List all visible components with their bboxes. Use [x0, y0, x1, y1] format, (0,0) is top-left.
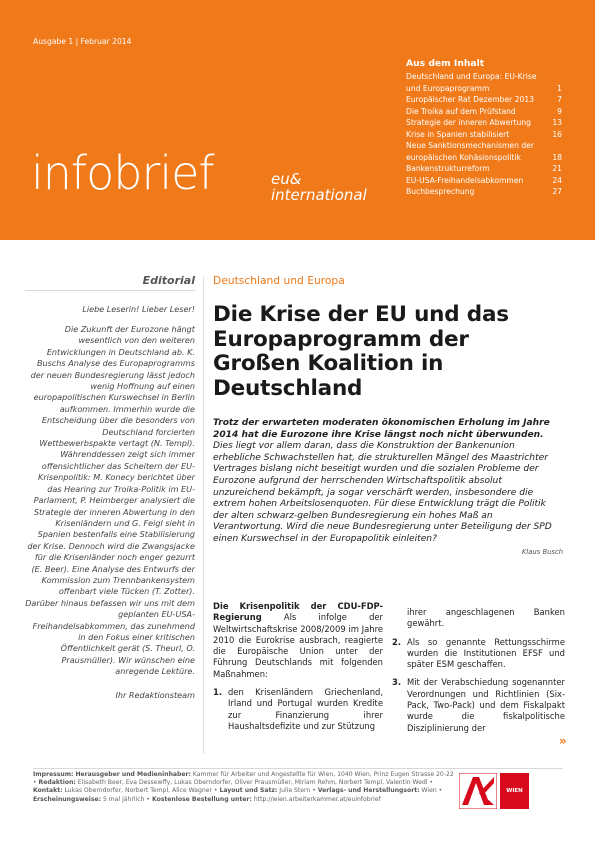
- imprint-editors: Elisabeth Beer, Eva Dessewffy, Lukas Oberndorfer, Oliver Prausmüller, Miriam Rehm, Norbert Templ, Valentin Wedl •: [75, 779, 434, 787]
- toc-title: Aus dem Inhalt: [406, 58, 485, 69]
- column-1-intro: [213, 601, 383, 680]
- brand-subtitle-line2: international: [271, 186, 367, 204]
- imprint-contact: Lukas Oberndorfer, Norbert Templ, Alice Wagner •: [62, 787, 218, 795]
- toc-item-label: EU-USA-Freihandelsabkommen: [406, 175, 524, 185]
- editorial-title: Editorial: [25, 274, 195, 291]
- article-column-1: [213, 601, 383, 732]
- toc-item[interactable]: [406, 140, 562, 163]
- list-item-text: den Krisenländern Griechenland, Irland und Portugal wurden Kredite zur Finanzierung ihrer Haushaltsdefizite und zur Stützung: [228, 687, 383, 731]
- table-of-contents: [406, 58, 562, 198]
- article-lead: [213, 418, 563, 546]
- column-2-continuation: ihrer angeschlagenen Banken gewährt.: [407, 607, 565, 629]
- toc-item-page: 1: [557, 83, 562, 93]
- brand-subtitle: [271, 171, 367, 203]
- imprint-label: Impressum:: [33, 771, 74, 778]
- footer-divider: [33, 768, 563, 769]
- issue-label: Ausgabe 1 | Februar 2014: [33, 37, 132, 46]
- article-author: Klaus Busch: [521, 547, 563, 556]
- toc-item-page: 18: [552, 152, 562, 162]
- ak-logo-icon: [459, 773, 497, 809]
- toc-item-page: 24: [552, 175, 562, 185]
- article-headline: Die Krise der EU und das Europaprogramm der Großen Koalition in Deutschland: [213, 302, 509, 401]
- imprint-frequency-label: Erscheinungsweise:: [33, 795, 102, 803]
- toc-item-label: Krise in Spanien stabilisiert: [406, 129, 510, 139]
- toc-item[interactable]: [406, 175, 562, 187]
- imprint-frequency: 5 mal jährlich •: [101, 795, 151, 803]
- toc-item-label: Neue Sanktionsmechanismen der europäischen Kohäsionspolitik: [406, 141, 534, 162]
- toc-item[interactable]: [406, 117, 562, 129]
- toc-item-label: Deutschland und Europa: EU-Krise und Europaprogramm: [406, 72, 537, 93]
- article-section: Deutschland und Europa: [213, 274, 345, 287]
- list-item: [213, 687, 383, 732]
- list-item-text: Mit der Verabschiedung sogenannter Verordnungen und Richtlinien (Six-Pack, Two-Pack) und dem Fiskalpakt wurde die fiskalpolitische Disziplinierung der: [407, 677, 565, 733]
- toc-item-label: Die Troika auf dem Prüfstand: [406, 106, 516, 116]
- imprint-publisher-label: Herausgeber und Medieninhaber:: [75, 771, 191, 778]
- toc-item-page: 13: [552, 118, 562, 127]
- toc-item-label: Buchbesprechung: [406, 187, 475, 196]
- editorial-column: [25, 274, 195, 700]
- column-divider: [203, 276, 204, 754]
- continue-arrow-icon[interactable]: »: [559, 734, 567, 748]
- toc-item-page: 7: [557, 95, 562, 104]
- toc-item[interactable]: [406, 94, 562, 106]
- imprint-contact-label: Kontakt:: [33, 787, 63, 795]
- article-column-2: [392, 607, 565, 734]
- imprint-layout: Julia Stern •: [277, 787, 316, 795]
- list-item-text: Als so genannte Rettungsschirme wurden die Institutionen EFSF und später ESM geschaffen.: [407, 636, 565, 670]
- header-banner: [0, 0, 595, 240]
- toc-item-page: 21: [552, 164, 562, 173]
- imprint-place: Wien •: [419, 787, 443, 795]
- brand-title: infobrief: [31, 146, 214, 200]
- toc-item[interactable]: [406, 71, 562, 94]
- editorial-salutation: Liebe Leserin! Lieber Leser!: [82, 304, 195, 314]
- brand-subtitle-line1: eu&: [271, 170, 302, 188]
- imprint-place-label: Verlags- und Herstellungsort:: [317, 787, 420, 795]
- wien-logo: WIEN: [500, 773, 529, 809]
- list-item-number: 2.: [392, 636, 402, 647]
- toc-item-label: Europäischer Rat Dezember 2013: [406, 95, 535, 104]
- column-1-intro-text: Als infolge der Weltwirtschaftskrise 2008/2009 im Jahre 2010 die Eurokrise ausbrach, reagierte die Europäische Union unter der Führung Deutschlands mit folgenden Maßnahmen:: [213, 612, 383, 679]
- article: [213, 274, 563, 556]
- toc-item-label: Strategie der inneren Abwertung: [406, 118, 531, 127]
- editorial-signature: Ihr Redaktionsteam: [115, 689, 195, 700]
- toc-item[interactable]: [406, 106, 562, 118]
- list-item: [392, 677, 565, 733]
- toc-item[interactable]: [406, 129, 562, 141]
- imprint-editors-label: Redaktion:: [38, 779, 76, 787]
- toc-item-page: 27: [552, 187, 562, 196]
- article-lead-bold: Trotz der erwarteten moderaten ökonomischen Erholung im Jahre 2014 hat die Eurozone ihre Krise längst noch nicht überwunden.: [213, 418, 550, 440]
- toc-item-label: Bankenstrukturreform: [406, 164, 490, 173]
- imprint: [33, 771, 458, 804]
- toc-item[interactable]: [406, 186, 562, 198]
- editorial-body: Die Zukunft der Eurozone hängt wesentlich von den weiteren Entwicklungen in Deutschland ab. K. Buschs Analyse des Europaprogramms der neuen Bundesregierung lässt jedoch wenig Hoffnung auf einen europapolitischen Kurswechsel in Berlin aufkommen. Immerhin wurde die Entscheidung über die besonders von Deutschland forcierten Wettbewerbspakte vertagt (N. Templ). Währenddessen zeigt sich immer offensichtlicher das Scheitern der EU-Krisenpolitik: M. Konecy berichtet über das Hearing zur Troika-Politik im EU-Parlament, P. Heimberger analysiert die Strategie der inneren Abwertung in den Krisenländern und G. Feigl sieht in Spanien bestenfalls eine Stabilisierung der Krise. Dennoch wird die Zwangsjacke für die Krisenländer noch enger gezurrt (E. Beer). Eine Analyse des Entwurfs der Kommission zum Trennbankensystem offenbart viele Tücken (T. Zotter). Darüber hinaus befassen wir uns mit dem geplanten EU-USA-Freihandelsabkommen, das zunehmend in den Fokus einer kritischen Öffentlichkeit gerät (S. Theurl, O. Prausmüller). Wir wünschen eine anregende Lektüre.: [25, 324, 195, 677]
- imprint-layout-label: Layout und Satz:: [219, 787, 278, 795]
- imprint-order-link[interactable]: http://wien.arbeiterkammer.at/euinfobrief: [251, 795, 381, 803]
- toc-item-page: 9: [557, 106, 562, 116]
- article-lead-rest: Dies liegt vor allem daran, dass die Konstruktion der Bankenunion erhebliche Schwachstellen hat, die strukturellen Mängel des Maastrichter Vertrages bislang nicht beseitigt wurden und die sozialen Probleme der Eurozone aufgrund der herrschenden Wirtschaftspolitik absolut unzureichend bekämpft, ja sogar verschärft werden, insbesondere die extrem hohen Arbeitslosenquoten. Für diese Entwicklung trägt die Politik der alten schwarz-gelben Bundesregierung ein hohes Maß an Verantwortung. Wird die neue Bundesregierung unter Beteiligung der SPD einen Kurswechsel in der Europapolitik einleiten?: [213, 441, 552, 544]
- toc-item[interactable]: [406, 163, 562, 175]
- imprint-order-label: Kostenlose Bestellung unter:: [151, 795, 252, 803]
- list-item-number: 3.: [392, 677, 402, 688]
- list-item: [392, 637, 565, 671]
- toc-item-page: 16: [552, 129, 562, 139]
- imprint-publisher: Kammer für Arbeiter und Angestellte für Wien, 1040 Wien, Prinz Eugen Strasse 20-22 •: [33, 771, 454, 787]
- list-item-number: 1.: [213, 687, 223, 698]
- column-1-heading: Die Krisenpolitik der CDU-FDP-Regierung: [213, 601, 383, 623]
